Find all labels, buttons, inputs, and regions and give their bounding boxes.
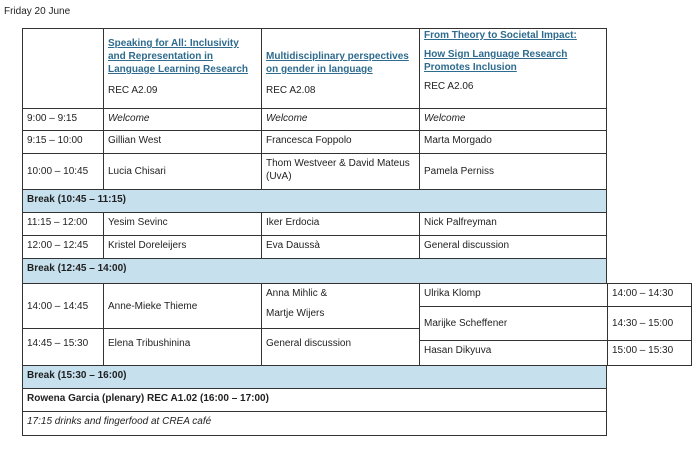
session-cell: Lucia Chisari — [103, 153, 262, 190]
session-cell: Eva Daussà — [261, 235, 420, 259]
session-cell: Francesca Foppolo — [261, 130, 420, 154]
break-row: Break (12:45 – 14:00) — [22, 258, 607, 284]
presenter-line: Martje Wijers — [266, 308, 325, 319]
time-cell: 9:15 – 10:00 — [22, 130, 104, 154]
time-cell: 9:00 – 9:15 — [22, 108, 104, 131]
break-row: Break (15:30 – 16:00) — [22, 365, 607, 389]
track-header-1 — [103, 28, 262, 109]
session-cell: Marta Morgado — [419, 130, 607, 154]
session-cell: General discussion — [261, 328, 420, 366]
session-cell: Anne-Mieke Thieme — [103, 283, 262, 329]
sign-session-name: Hasan Dikyuva — [419, 340, 608, 366]
track-3-room: REC A2.06 — [424, 81, 474, 92]
session-cell: Gillian West — [103, 130, 262, 154]
session-cell — [261, 283, 420, 329]
session-cell: Welcome — [419, 108, 607, 131]
session-cell: Iker Erdocia — [261, 212, 420, 236]
time-cell: 14:00 – 14:45 — [22, 283, 104, 329]
closing-row: 17:15 drinks and fingerfood at CREA café — [22, 411, 607, 436]
session-cell: Welcome — [103, 108, 262, 131]
schedule-date: Friday 20 June — [4, 6, 71, 17]
session-cell: Elena Tribushinina — [103, 328, 262, 366]
time-cell: 10:00 – 10:45 — [22, 153, 104, 190]
break-row: Break (10:45 – 11:15) — [22, 189, 607, 213]
session-cell: Pamela Perniss — [419, 153, 607, 190]
session-cell: Kristel Doreleijers — [103, 235, 262, 259]
track-3-title-link-line2[interactable]: How Sign Language Research Promotes Inclusion — [424, 49, 568, 73]
track-2-title-link[interactable]: Multidisciplinary perspectives on gender in language — [266, 51, 409, 75]
session-cell: Thom Westveer & David Mateus (UvA) — [261, 153, 420, 190]
sign-session-time: 14:00 – 14:30 — [607, 283, 692, 307]
track-3-title-link-line1[interactable]: From Theory to Societal Impact: — [424, 30, 577, 41]
session-cell: Yesim Sevinc — [103, 212, 262, 236]
track-header-2 — [261, 28, 420, 109]
sign-session-time: 14:30 – 15:00 — [607, 306, 692, 341]
session-cell: General discussion — [419, 235, 607, 259]
time-cell: 14:45 – 15:30 — [22, 328, 104, 366]
track-2-room: REC A2.08 — [266, 85, 316, 96]
presenter-line: Anna Mihlic & — [266, 288, 328, 299]
track-1-title-link[interactable]: Speaking for All: Inclusivity and Representation in Language Learning Research — [108, 38, 249, 75]
time-cell: 11:15 – 12:00 — [22, 212, 104, 236]
sign-session-time: 15:00 – 15:30 — [607, 340, 692, 366]
sign-session-name: Ulrika Klomp — [419, 283, 608, 307]
header-time-cell — [22, 28, 104, 109]
session-cell: Nick Palfreyman — [419, 212, 607, 236]
track-header-3 — [419, 28, 607, 109]
time-cell: 12:00 – 12:45 — [22, 235, 104, 259]
sign-session-name: Marijke Scheffener — [419, 306, 608, 341]
session-cell: Welcome — [261, 108, 420, 131]
track-1-room: REC A2.09 — [108, 85, 158, 96]
plenary-row: Rowena Garcia (plenary) REC A1.02 (16:00 – 17:00) — [22, 388, 607, 412]
